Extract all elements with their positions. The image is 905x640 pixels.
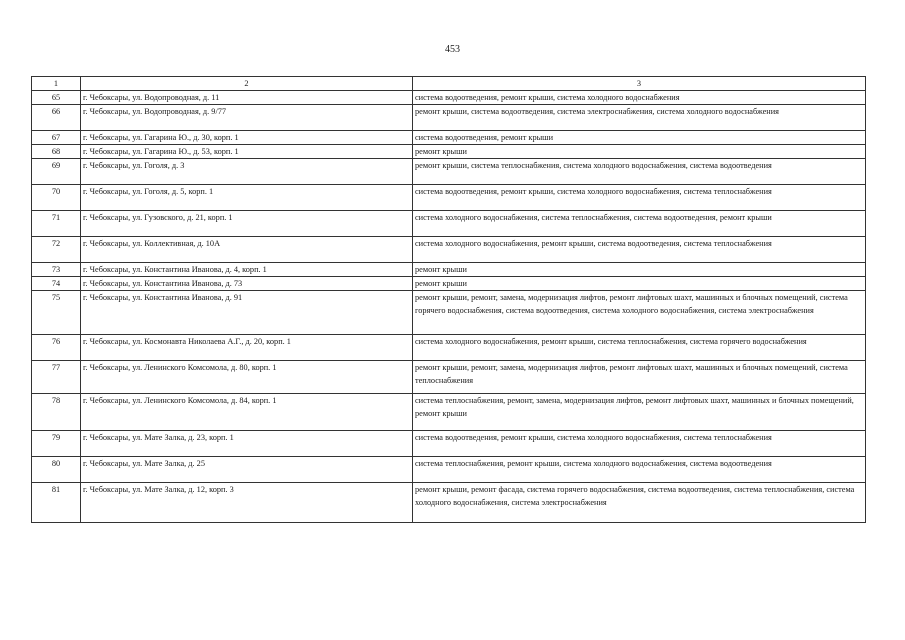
table-row	[32, 91, 866, 105]
works-cell: ремонт крыши, ремонт, замена, модернизация лифтов, ремонт лифтовых шахт, машинных и блочных помещений, система горячего водоснабжения, система водоотведения, система холодного водоснабжения, система электроснабжения	[413, 291, 866, 335]
row-number: 74	[32, 277, 81, 291]
address-cell: г. Чебоксары, ул. Гузовского, д. 21, корп. 1	[81, 211, 413, 237]
table-header-row	[32, 77, 866, 91]
address-cell: г. Чебоксары, ул. Гагарина Ю., д. 30, корп. 1	[81, 131, 413, 145]
address-cell: г. Чебоксары, ул. Мате Залка, д. 23, корп. 1	[81, 431, 413, 457]
row-number: 77	[32, 361, 81, 394]
address-cell: г. Чебоксары, ул. Космонавта Николаева А.Г., д. 20, корп. 1	[81, 335, 413, 361]
row-number: 79	[32, 431, 81, 457]
address-cell: г. Чебоксары, ул. Константина Иванова, д. 4, корп. 1	[81, 263, 413, 277]
table-row	[32, 185, 866, 211]
row-number: 76	[32, 335, 81, 361]
row-number: 81	[32, 483, 81, 523]
row-number: 78	[32, 394, 81, 431]
works-cell: ремонт крыши, система теплоснабжения, система холодного водоснабжения, система водоотведения	[413, 159, 866, 185]
works-cell: система холодного водоснабжения, ремонт крыши, система теплоснабжения, система горячего водоснабжения	[413, 335, 866, 361]
address-cell: г. Чебоксары, ул. Ленинского Комсомола, д. 80, корп. 1	[81, 361, 413, 394]
row-number: 68	[32, 145, 81, 159]
address-cell: г. Чебоксары, ул. Мате Залка, д. 12, корп. 3	[81, 483, 413, 523]
address-cell: г. Чебоксары, ул. Гоголя, д. 3	[81, 159, 413, 185]
works-cell: ремонт крыши	[413, 277, 866, 291]
works-cell: система теплоснабжения, ремонт, замена, модернизация лифтов, ремонт лифтовых шахт, машинных и блочных помещений, ремонт крыши	[413, 394, 866, 431]
row-number: 75	[32, 291, 81, 335]
address-cell: г. Чебоксары, ул. Водопроводная, д. 9/77	[81, 105, 413, 131]
column-header-1: 1	[32, 77, 81, 91]
works-cell: система теплоснабжения, ремонт крыши, система холодного водоснабжения, система водоотведения	[413, 457, 866, 483]
column-header-2: 2	[81, 77, 413, 91]
row-number: 66	[32, 105, 81, 131]
table-row	[32, 277, 866, 291]
table-row	[32, 145, 866, 159]
row-number: 65	[32, 91, 81, 105]
address-cell: г. Чебоксары, ул. Константина Иванова, д. 91	[81, 291, 413, 335]
table-row	[32, 211, 866, 237]
table-row	[32, 105, 866, 131]
table-row	[32, 237, 866, 263]
row-number: 67	[32, 131, 81, 145]
address-cell: г. Чебоксары, ул. Ленинского Комсомола, д. 84, корп. 1	[81, 394, 413, 431]
works-cell: система водоотведения, ремонт крыши, система холодного водоснабжения, система теплоснабжения	[413, 431, 866, 457]
address-cell: г. Чебоксары, ул. Гоголя, д. 5, корп. 1	[81, 185, 413, 211]
table-row	[32, 131, 866, 145]
works-cell: ремонт крыши	[413, 263, 866, 277]
address-cell: г. Чебоксары, ул. Водопроводная, д. 11	[81, 91, 413, 105]
table-row	[32, 263, 866, 277]
works-cell: ремонт крыши, ремонт фасада, система горячего водоснабжения, система водоотведения, система теплоснабжения, система холодного водоснабжения, система электроснабжения	[413, 483, 866, 523]
address-cell: г. Чебоксары, ул. Коллективная, д. 10А	[81, 237, 413, 263]
address-cell: г. Чебоксары, ул. Константина Иванова, д. 73	[81, 277, 413, 291]
address-cell: г. Чебоксары, ул. Мате Залка, д. 25	[81, 457, 413, 483]
column-header-3: 3	[413, 77, 866, 91]
row-number: 71	[32, 211, 81, 237]
row-number: 73	[32, 263, 81, 277]
works-cell: система водоотведения, ремонт крыши, система холодного водоснабжения, система теплоснабжения	[413, 185, 866, 211]
table-row	[32, 483, 866, 523]
works-cell: система водоотведения, ремонт крыши, система холодного водоснабжения	[413, 91, 866, 105]
works-cell: система холодного водоснабжения, система теплоснабжения, система водоотведения, ремонт крыши	[413, 211, 866, 237]
row-number: 70	[32, 185, 81, 211]
row-number: 80	[32, 457, 81, 483]
works-cell: ремонт крыши, ремонт, замена, модернизация лифтов, ремонт лифтовых шахт, машинных и блочных помещений, система теплоснабжения	[413, 361, 866, 394]
register-table	[31, 76, 866, 523]
works-cell: ремонт крыши	[413, 145, 866, 159]
table-row	[32, 361, 866, 394]
table-row	[32, 159, 866, 185]
row-number: 72	[32, 237, 81, 263]
table-row	[32, 394, 866, 431]
table-row	[32, 431, 866, 457]
page-number: 453	[445, 44, 460, 55]
works-cell: система водоотведения, ремонт крыши	[413, 131, 866, 145]
works-cell: система холодного водоснабжения, ремонт крыши, система водоотведения, система теплоснабжения	[413, 237, 866, 263]
works-cell: ремонт крыши, система водоотведения, система электроснабжения, система холодного водоснабжения	[413, 105, 866, 131]
table-row	[32, 335, 866, 361]
address-cell: г. Чебоксары, ул. Гагарина Ю., д. 53, корп. 1	[81, 145, 413, 159]
table-row	[32, 457, 866, 483]
row-number: 69	[32, 159, 81, 185]
table-row	[32, 291, 866, 335]
